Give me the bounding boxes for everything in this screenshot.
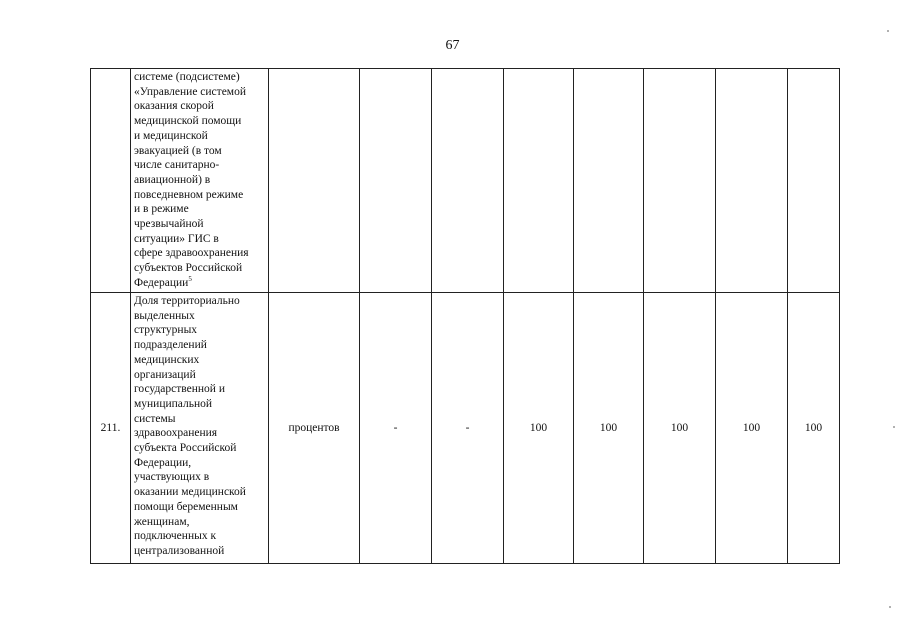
indicator-description — [131, 293, 269, 564]
description-line: организаций — [134, 368, 196, 381]
description-line: Федерации, — [134, 456, 192, 469]
description-line: подключенных к — [134, 530, 217, 543]
value-cell — [504, 69, 574, 293]
description-line: выделенных — [134, 309, 195, 322]
description-line: субъектов Российской — [134, 262, 243, 275]
description-line: участвующих в — [134, 471, 210, 484]
indicator-description — [131, 69, 269, 293]
description-line: повседневном режиме — [134, 188, 244, 201]
description-line: сфере здравоохранения — [134, 247, 249, 260]
value-cell — [360, 69, 432, 293]
table-row — [91, 69, 840, 293]
value-cell — [644, 69, 716, 293]
scan-speck — [887, 30, 889, 32]
value-cell: 100 — [716, 293, 788, 564]
value-cell: 100 — [788, 293, 840, 564]
description-line: здравоохранения — [134, 427, 218, 440]
page-number: 67 — [445, 38, 460, 53]
description-line: ситуации» ГИС в — [134, 232, 219, 245]
footnote-marker: 5 — [188, 275, 192, 284]
description-line: централизованной — [134, 544, 225, 557]
description-line: женщинам, — [134, 515, 190, 528]
value-cell — [716, 69, 788, 293]
description-line: Доля территориально — [134, 295, 240, 307]
description-line: авиационной) в — [134, 173, 211, 186]
description-line: системе (подсистеме) — [134, 71, 240, 83]
value-cell: 100 — [574, 293, 644, 564]
row-number: 211. — [91, 293, 131, 564]
value-cell: 100 — [644, 293, 716, 564]
description-line-with-footnote — [134, 276, 265, 291]
value-cell: - — [432, 293, 504, 564]
description-line: оказания скорой — [134, 100, 214, 113]
row-number — [91, 69, 131, 293]
description-line: и в режиме — [134, 203, 189, 216]
description-line: государственной и — [134, 383, 225, 396]
value-cell: - — [360, 293, 432, 564]
indicators-table — [90, 68, 840, 564]
description-line: чрезвычайной — [134, 218, 204, 231]
description-line: муниципальной — [134, 397, 213, 410]
description-line: помощи беременным — [134, 500, 238, 513]
description-line: медицинской помощи — [134, 115, 242, 128]
description-line: числе санитарно- — [134, 159, 220, 172]
description-line: структурных — [134, 324, 198, 337]
description-line: субъекта Российской — [134, 442, 237, 455]
description-line: Федерации — [134, 276, 189, 289]
description-line: системы — [134, 412, 176, 425]
unit-cell: процентов — [269, 293, 360, 564]
description-line: подразделений — [134, 339, 207, 352]
description-line: «Управление системой — [134, 85, 246, 98]
description-line: медицинских — [134, 353, 200, 366]
description-line: и медицинской — [134, 129, 208, 142]
value-cell — [788, 69, 840, 293]
value-cell: 100 — [504, 293, 574, 564]
scan-speck — [889, 606, 891, 608]
description-line: оказании медицинской — [134, 486, 246, 499]
value-cell — [432, 69, 504, 293]
scan-speck — [893, 426, 895, 428]
value-cell — [574, 69, 644, 293]
description-line: эвакуацией (в том — [134, 144, 222, 157]
unit-cell — [269, 69, 360, 293]
table-row — [91, 293, 840, 564]
